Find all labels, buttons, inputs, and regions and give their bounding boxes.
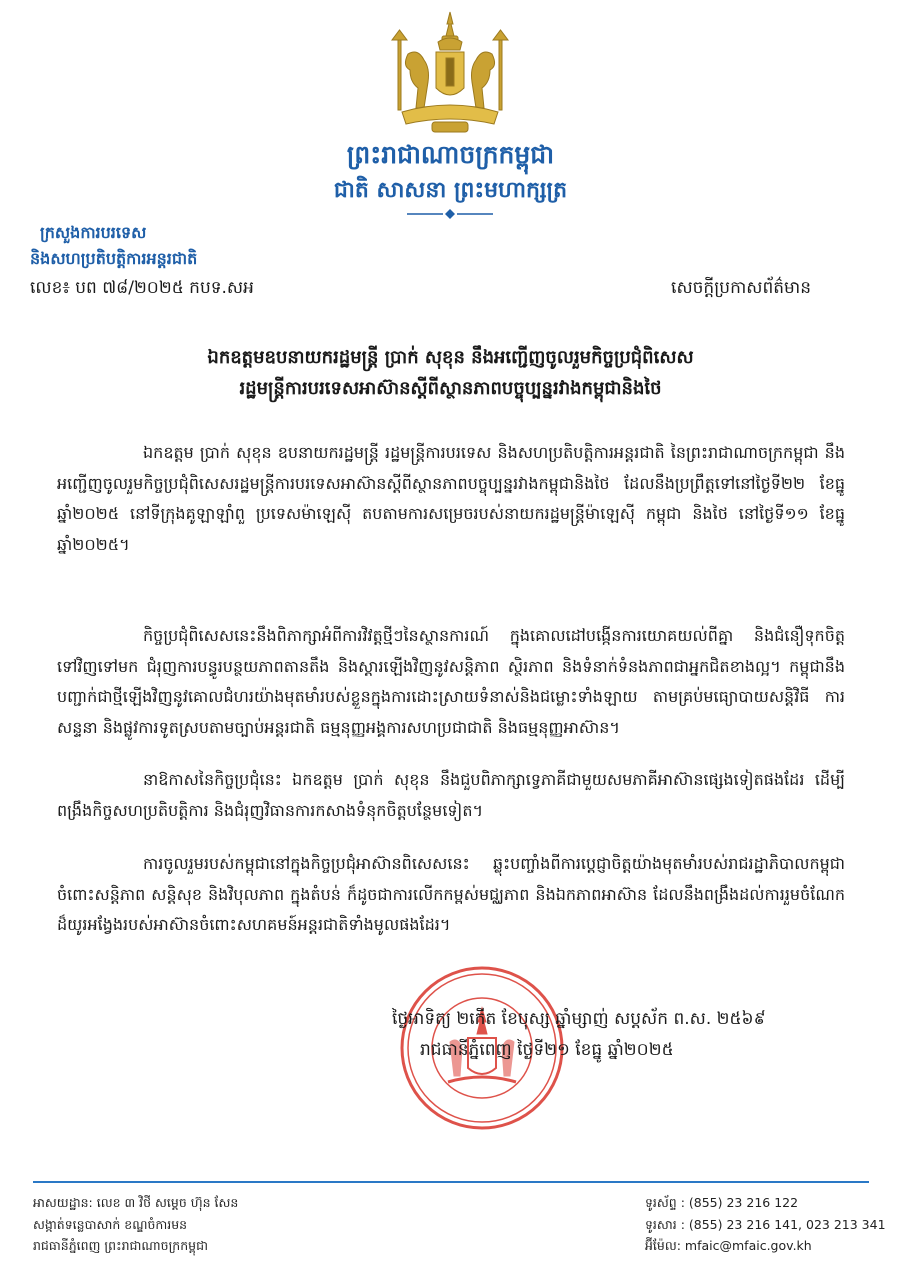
address-line3: រាជធានីភ្នំពេញ ព្រះរាជាណាចក្រកម្ពុជា [33,1238,208,1253]
paragraph-3: នាឱកាសនៃកិច្ចប្រជុំនេះ ឯកឧត្តម ប្រាក់ សុខុន នឹងជួបពិភាក្សាទ្វេភាគីជាមួយសមភាគីអាស៊ានផ្សេងទៀតផងដែរ ដើម្បីពង្រឹងកិច្ចសហប្រតិបត្តិការ និងជំរុញវិធានការកសាងទំនុកចិត្តបន្ថែមទៀត។ [57,770,845,820]
footer-contact [645,1192,886,1257]
kingdom-title: ព្រះរាជាណាចក្រកម្ពុជា [346,140,555,169]
ministry-name-line1: ក្រសួងការបរទេស [40,223,147,242]
headline-line1: ឯកឧត្តមឧបនាយករដ្ឋមន្ត្រី ប្រាក់ សុខុន នឹងអញ្ជើញចូលរួមកិច្ចប្រជុំពិសេស [207,347,694,368]
signature-date-block [392,1004,766,1066]
paragraph-1: ឯកឧត្តម ប្រាក់ សុខុន ឧបនាយករដ្ឋមន្ត្រី រដ្ឋមន្ត្រីការបរទេស និងសហប្រតិបត្តិការអន្តរជាតិ នៃព្រះរាជាណាចក្រកម្ពុជា នឹងអញ្ជើញចូលរួមកិច្ចប្រជុំពិសេសរដ្ឋមន្ត្រីការបរទេសអាស៊ានស្តីពីស្ថានភាពបច្ចុប្បន្នរវាងកម្ពុជានិងថៃ ដែលនឹងប្រព្រឹត្តទៅនៅថ្ងៃទី២២ ខែធ្នូ ឆ្នាំ២០២៥ នៅទីក្រុងគូឡាឡាំពួ ប្រទេសម៉ាឡេស៊ី តបតាមការសម្រេចរបស់នាយករដ្ឋមន្ត្រីម៉ាឡេស៊ី កម្ពុជា និងថៃ នៅថ្ងៃទី១១ ខែធ្នូ ឆ្នាំ២០២៥។ [57,443,845,554]
fax-number: ទូរសារ : (855) 23 216 141, 023 213 341 [645,1216,886,1232]
email-address[interactable]: អ៊ីម៉ែល: mfaic@mfaic.gov.kh [645,1238,812,1253]
royal-coat-of-arms-emblem [388,10,512,136]
paragraph-2: កិច្ចប្រជុំពិសេសនេះនឹងពិភាក្សាអំពីការវិវត្តថ្មីៗនៃស្ថានការណ៍ ក្នុងគោលដៅបង្កើនការយោគយល់ពីគ្នា និងជំនឿទុកចិត្តទៅវិញទៅមក ជំរុញការបន្ធូរបន្ថយភាពតានតឹង និងស្តារឡើងវិញនូវសន្តិភាព ស្ថិរភាព និងទំនាក់ទំនងភាពជាអ្នកជិតខាងល្អ។ កម្ពុជានឹងបញ្ជាក់ជាថ្មីឡើងវិញនូវគោលជំហរយ៉ាងមុតមាំរបស់ខ្លួនក្នុងការដោះស្រាយទំនាស់និងជម្លោះទាំងឡាយ តាមគ្រប់មធ្យោបាយសន្តិវិធី ការសន្ទនា និងផ្លូវការទូតស្របតាមច្បាប់អន្តរជាតិ ធម្មនុញ្ញអង្គការសហប្រជាជាតិ និងធម្មនុញ្ញអាស៊ាន។ [57,626,845,737]
paragraph-4: ការចូលរួមរបស់កម្ពុជានៅក្នុងកិច្ចប្រជុំអាស៊ានពិសេសនេះ ឆ្លុះបញ្ចាំងពីការប្តេជ្ញាចិត្តយ៉ាងមុតមាំរបស់រាជរដ្ឋាភិបាលកម្ពុជា ចំពោះសន្តិភាព សន្តិសុខ និងវិបុលភាព ក្នុងតំបន់ ក៏ដូចជាការលើកកម្ពស់មជ្ឈភាព និងឯកភាពអាស៊ាន ដែលនឹងពង្រឹងដល់ការរួមចំណែកដ៏យូរអង្វែងរបស់អាស៊ានចំពោះសហគមន៍អន្តរជាតិទាំងមូលផងដែរ។ [57,854,845,934]
divider-ornament [405,208,495,220]
address-line1: អាសយដ្ឋាន: លេខ ៣ វិថី សម្ដេច ហ៊ុន សែន [33,1195,239,1210]
footer-divider [33,1181,869,1183]
solar-date: រាជធានីភ្នំពេញ ថ្ងៃទី២១ ខែធ្នូ ឆ្នាំ២០២៥ [420,1040,674,1060]
address-line2: សង្កាត់ទន្លេបាសាក់ ខណ្ឌចំការមន [33,1216,188,1232]
phone-number: ទូរស័ព្ទ : (855) 23 216 122 [645,1195,799,1210]
document-type: សេចក្តីប្រកាសព័ត៌មាន [671,278,811,298]
reference-number: លេខ៖ បព ៧៨/២០២៥ កបទ.សអ [30,278,254,298]
national-motto: ជាតិ សាសនា ព្រះមហាក្សត្រ [333,178,568,203]
ministry-name-line2: និងសហប្រតិបត្តិការអន្តរជាតិ [30,249,198,268]
footer-address [33,1192,238,1257]
lunar-date: ថ្ងៃអាទិត្យ ២កើត ខែបុស្ស ឆ្នាំម្សាញ់ សប្តស័ក ព.ស. ២៥៦៩ [392,1009,766,1029]
headline-line2: រដ្ឋមន្ត្រីការបរទេសអាស៊ានស្តីពីស្ថានភាពបច្ចុប្បន្នរវាងកម្ពុជានិងថៃ [239,378,662,399]
